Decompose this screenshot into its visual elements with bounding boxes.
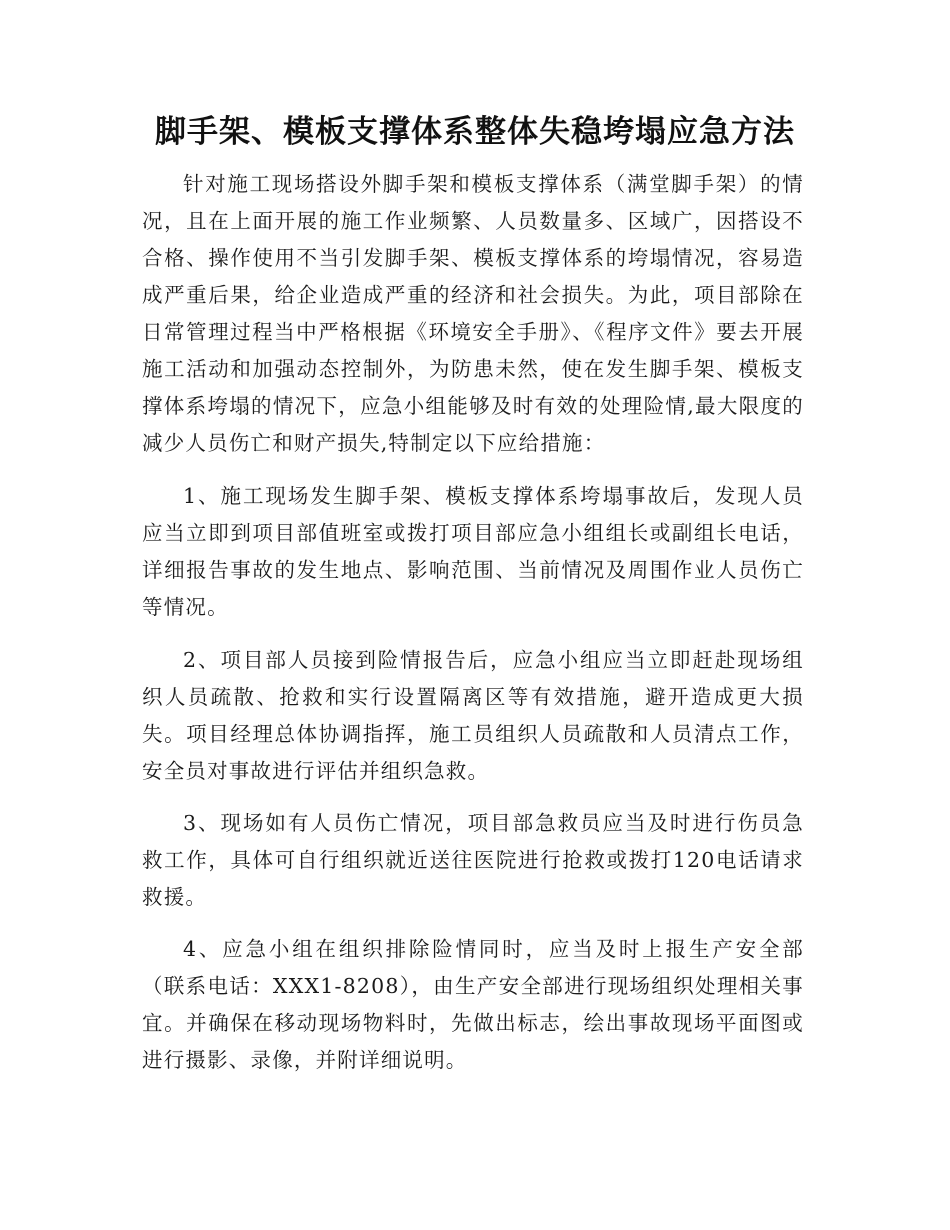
intro-paragraph: 针对施工现场搭设外脚手架和模板支撑体系（满堂脚手架）的情况，且在上面开展的施工作业频繁、人员数量多、区域广，因搭设不合格、操作使用不当引发脚手架、模板支撑体系的垮塌情况，容易造成严重后果，给企业造成严重的经济和社会损失。为此，项目部除在日常管理过程当中严格根据《环境安全手册》、《程序文件》要去开展施工活动和加强动态控制外，为防患未然，使在发生脚手架、模板支撑体系垮塌的情况下，应急小组能够及时有效的处理险情,最大限度的减少人员伤亡和财产损失,特制定以下应给措施： — [142, 172, 804, 455]
document-title: 脚手架、模板支撑体系整体失稳垮塌应急方法 — [155, 114, 795, 150]
step-3-paragraph: 3、现场如有人员伤亡情况，项目部急救员应当及时进行伤员急救工作，具体可自行组织就近送往医院进行抢救或拨打120电话请求救援。 — [142, 811, 804, 909]
step-2-paragraph: 2、项目部人员接到险情报告后，应急小组应当立即赶赴现场组织人员疏散、抢救和实行设置隔离区等有效措施，避开造成更大损失。项目经理总体协调指挥，施工员组织人员疏散和人员清点工作，安全员对事故进行评估并组织急救。 — [142, 648, 804, 783]
step-4-paragraph: 4、应急小组在组织排除险情同时，应当及时上报生产安全部（联系电话：XXX1-8208），由生产安全部进行现场组织处理相关事宜。并确保在移动现场物料时，先做出标志，绘出事故现场平面图或进行摄影、录像，并附详细说明。 — [142, 937, 804, 1072]
step-1-paragraph: 1、施工现场发生脚手架、模板支撑体系垮塌事故后，发现人员应当立即到项目部值班室或拨打项目部应急小组组长或副组长电话，详细报告事故的发生地点、影响范围、当前情况及周围作业人员伤亡等情况。 — [142, 484, 804, 619]
